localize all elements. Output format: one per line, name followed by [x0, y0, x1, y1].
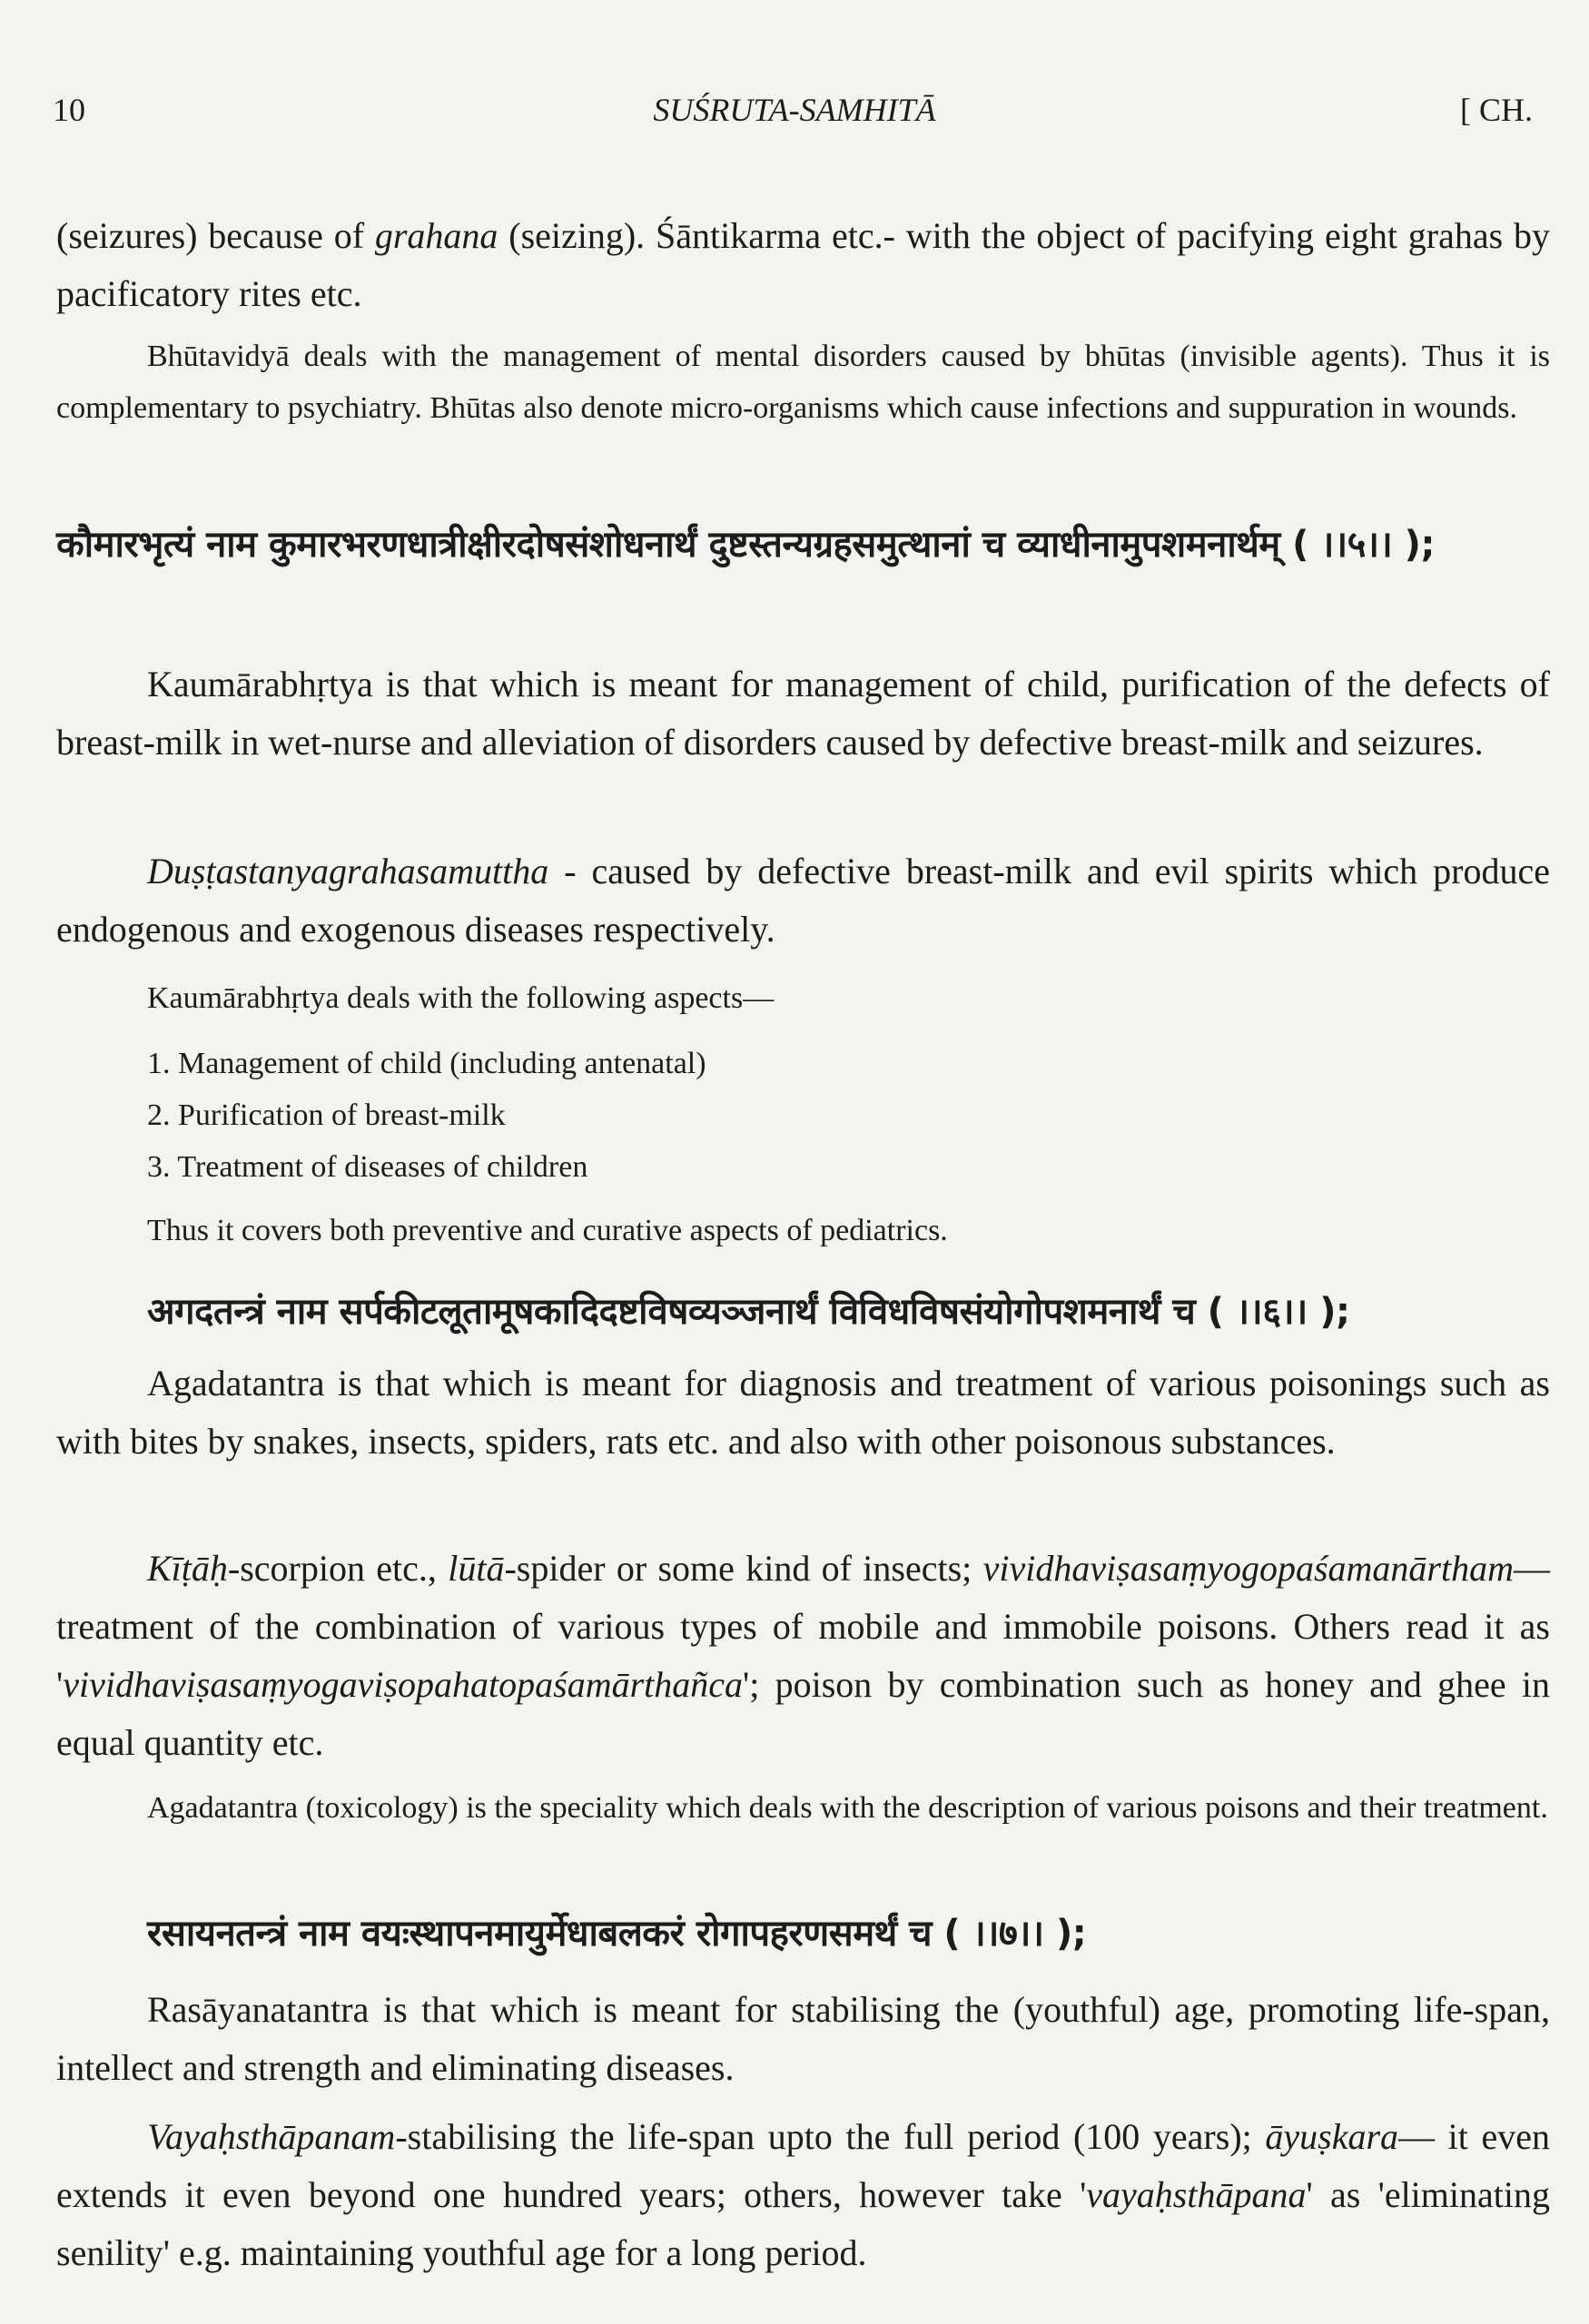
- paragraph-kitah: Kīṭāḥ-scorpion etc., lūtā-spider or some kind of insects; vividhaviṣasaṃyogopaśamanārtham—treatment of the combination of various types of mobile and immobile poisons. Others read it as 'vividhaviṣasaṃyogaviṣopahatopaśamārthañca'; poison by combination such as honey and ghee in equal quantity etc.: [56, 1548, 1550, 1763]
- chapter-mark: [ CH.: [1460, 92, 1533, 128]
- page-header: [0, 91, 1589, 145]
- paragraph-aspects-intro: Kaumārabhṛtya deals with the following aspects—: [147, 981, 775, 1015]
- aspects-list: [56, 1038, 1550, 1193]
- paragraph-agadatantra: Agadatantra is that which is meant for diagnosis and treatment of various poisonings such as with bites by snakes, insects, spiders, rats etc. and also with other poisonous substances.: [56, 1363, 1550, 1462]
- running-title: SUŚRUTA-SAMHITĀ: [653, 92, 936, 128]
- page-number: 10: [53, 92, 85, 128]
- list-item: 1. Management of child (including antenatal): [147, 1047, 706, 1080]
- paragraph-dustastanya: Duṣṭastanyagrahasamuttha - caused by defective breast-milk and evil spirits which produce endogenous and exogenous diseases respectively.: [56, 851, 1550, 950]
- paragraph-bhutavidya: Bhūtavidyā deals with the management of mental disorders caused by bhūtas (invisible agents). Thus it is complementary to psychiatry. Bhūtas also denote micro-organisms which cause infections and suppuration in wounds.: [56, 340, 1550, 425]
- paragraph-rasayanatantra: Rasāyanatantra is that which is meant for stabilising the (youthful) age, promoting life-span, intellect and strength and eliminating diseases.: [56, 1989, 1550, 2088]
- list-item: 3. Treatment of diseases of children: [147, 1150, 588, 1184]
- paragraph-vayahsthapanam: Vayaḥsthāpanam-stabilising the life-span upto the full period (100 years); āyuṣkara— it even extends it even beyond one hundred years; others, however take 'vayaḥsthāpana' as 'eliminating senility' e.g. maintaining youthful age for a long period.: [56, 2116, 1551, 2273]
- sanskrit-verse-6: अगदतन्त्रं नाम सर्पकीटलूतामूषकादिदष्टविषव्यञ्जनार्थं विविधविषसंयोगोपशमनार्थं च ( ।।६।। );: [147, 1291, 1350, 1333]
- term-dustastanya: Duṣṭastanyagrahasamuttha: [147, 851, 549, 891]
- paragraph-toxicology: Agadatantra (toxicology) is the speciality which deals with the description of various poisons and their treatment.: [147, 1791, 1548, 1825]
- list-item: 2. Purification of breast-milk: [147, 1098, 506, 1132]
- paragraph-pediatrics: Thus it covers both preventive and curative aspects of pediatrics.: [147, 1214, 948, 1247]
- paragraph-seizures: (seizures) because of grahana (seizing). Śāntikarma etc.- with the object of pacifying eight grahas by pacificatory rites etc.: [56, 215, 1550, 314]
- sanskrit-verse-5: कौमारभृत्यं नाम कुमारभरणधात्रीक्षीरदोषसंशोधनार्थं दुष्टस्तन्यग्रहसमुत्थानां च व्याधीनामुपशमनार्थम् ( ।।५।। );: [56, 524, 1435, 566]
- paragraph-kaumarabhrtya: Kaumārabhṛtya is that which is meant for management of child, purification of the defects of breast-milk in wet-nurse and alleviation of disorders caused by defective breast-milk and seizures.: [56, 664, 1550, 763]
- term-grahana: grahana: [374, 215, 498, 256]
- sanskrit-verse-7: रसायनतन्त्रं नाम वयःस्थापनमायुर्मेधाबलकरं रोगापहरणसमर्थं च ( ।।७।। );: [147, 1913, 1087, 1955]
